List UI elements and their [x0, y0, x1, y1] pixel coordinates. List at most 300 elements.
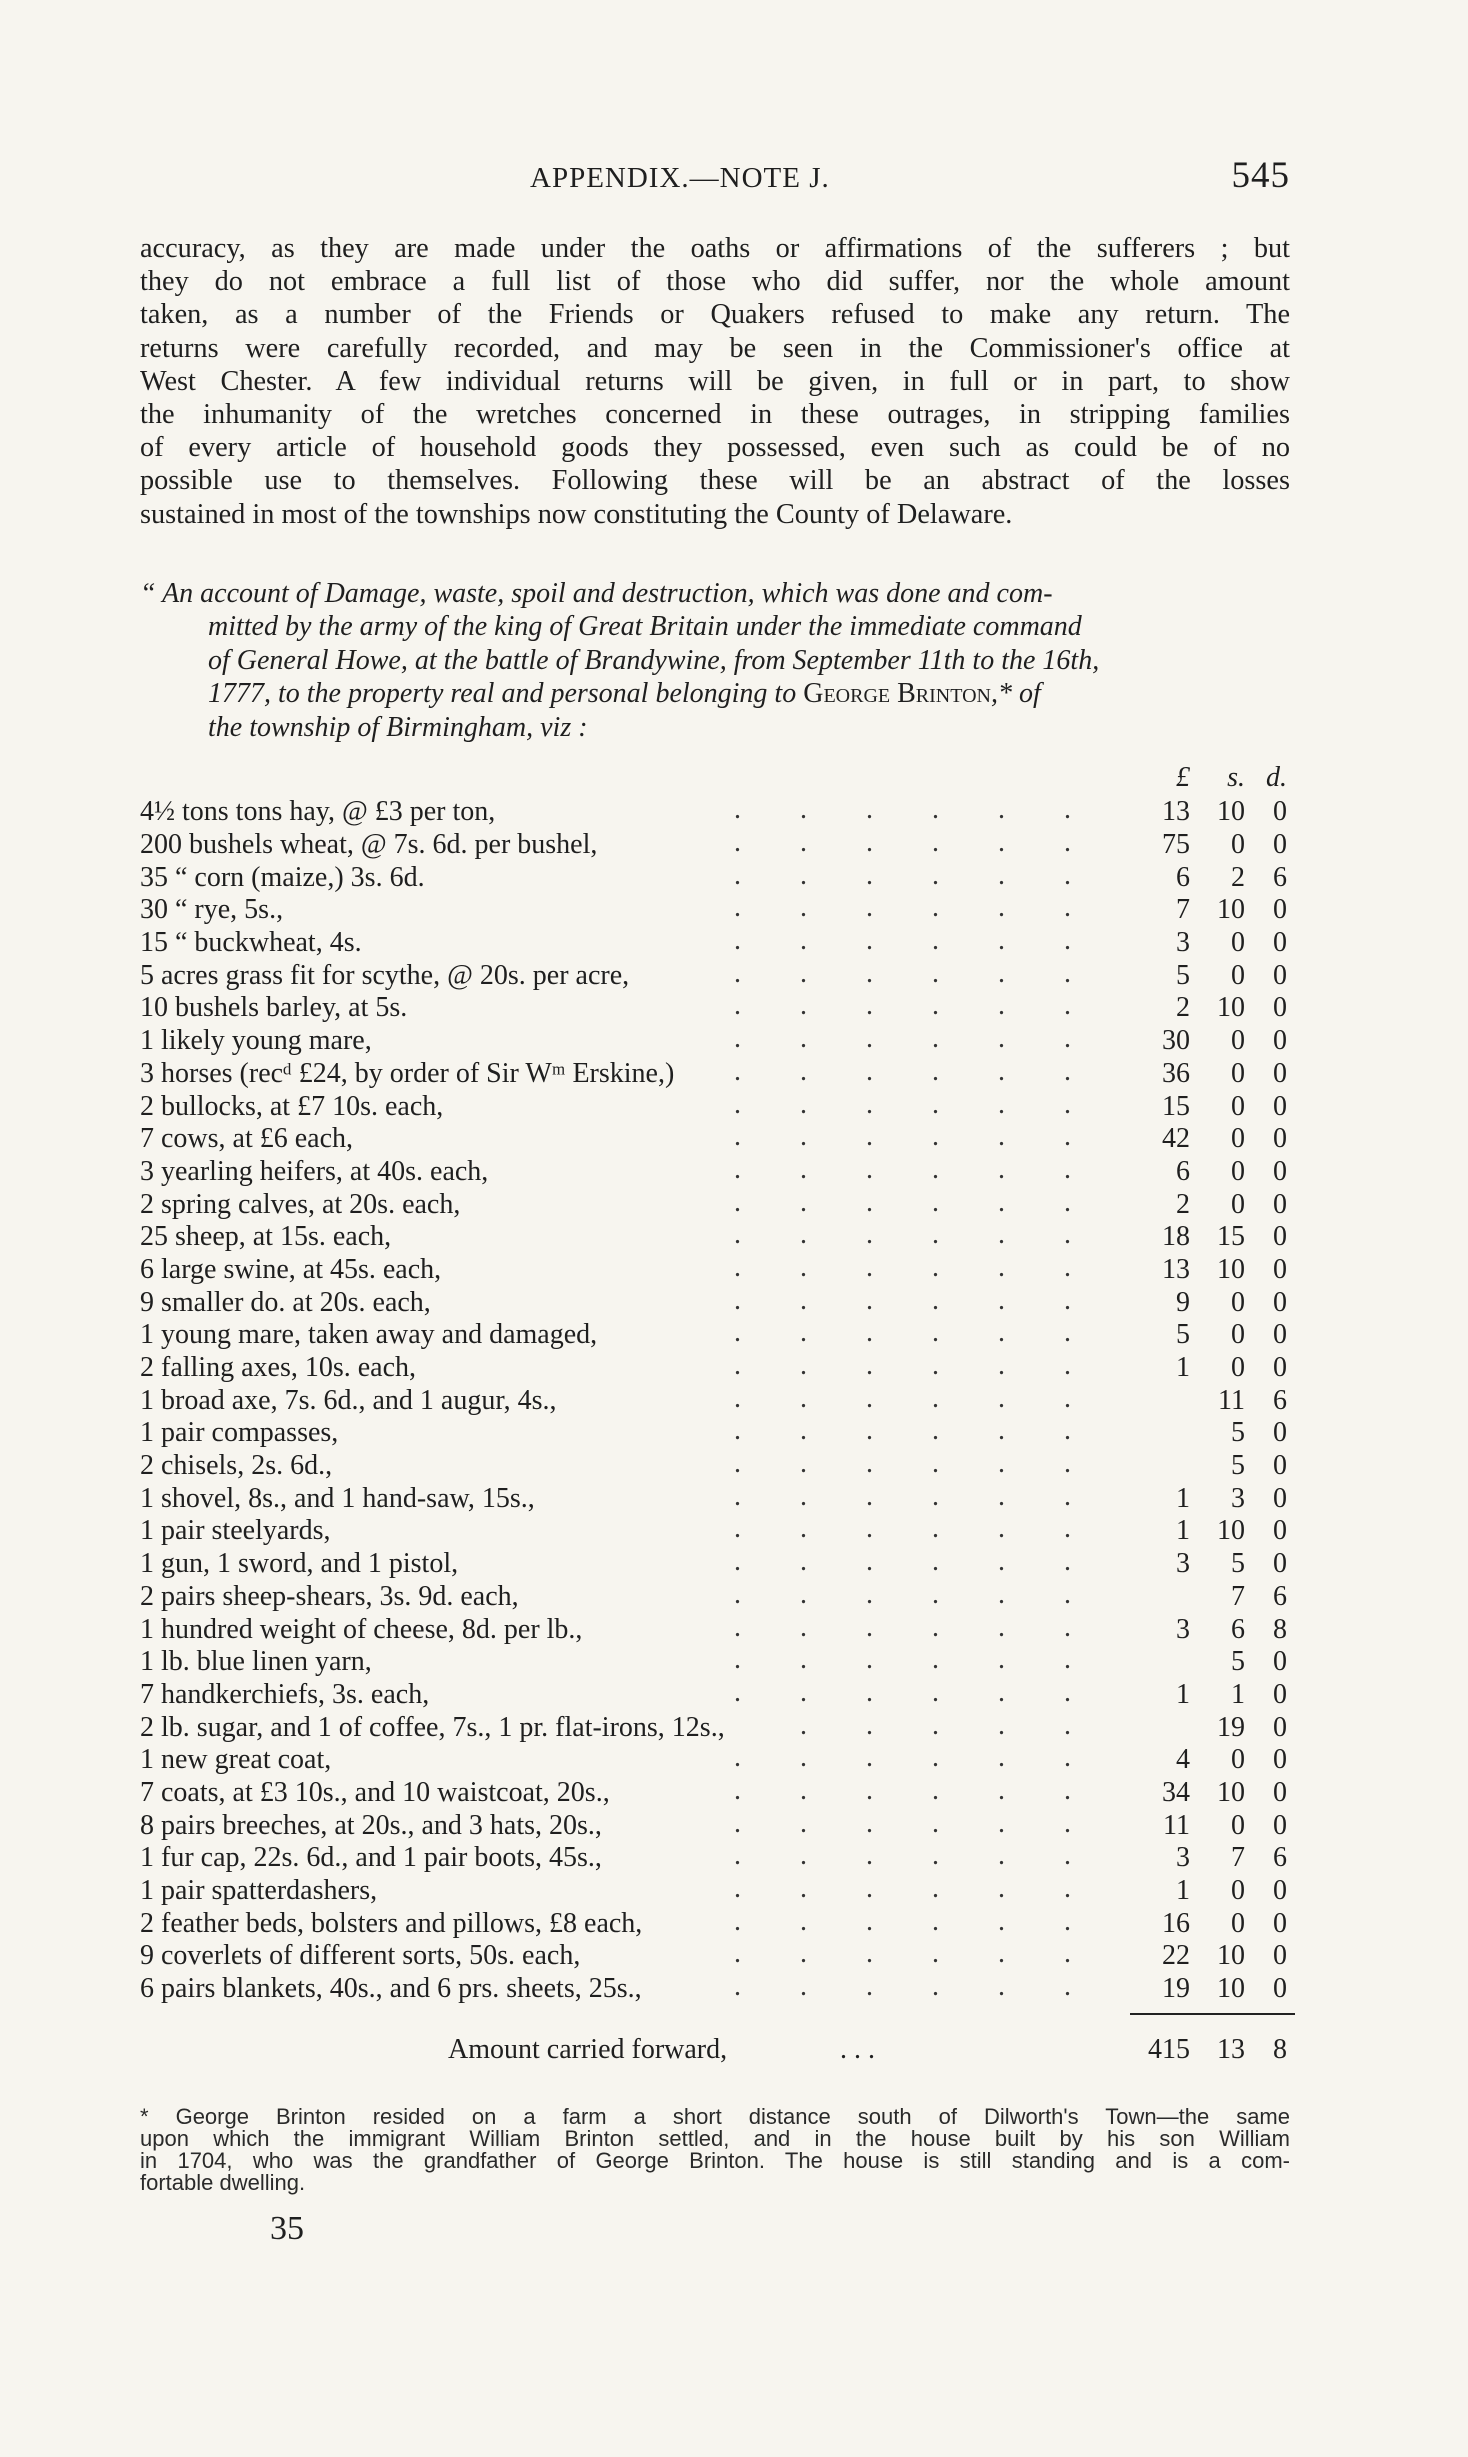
leader-dot: .: [866, 794, 873, 826]
leader-dot: .: [932, 1284, 939, 1316]
item-pounds: 1: [1176, 1515, 1190, 1547]
item-pounds: 22: [1162, 1940, 1190, 1972]
item-pence: 0: [1273, 1515, 1287, 1547]
item-pence: 0: [1273, 1482, 1287, 1514]
leader-dot: .: [866, 1284, 873, 1316]
leader-dot: .: [734, 1644, 741, 1676]
leader-dot: .: [932, 1448, 939, 1480]
total-label: Amount carried forward,: [448, 2033, 728, 2065]
item-shillings: 5: [1231, 1548, 1245, 1580]
leader-dot: .: [800, 1676, 807, 1708]
ledger-rows: [140, 796, 1290, 2005]
leader-dot: .: [866, 1350, 873, 1382]
leader-dot: .: [800, 1611, 807, 1643]
leader-dot: .: [800, 1807, 807, 1839]
item-shillings: 7: [1231, 1580, 1245, 1612]
item-pence: 0: [1273, 1319, 1287, 1351]
leader-dot: .: [1064, 1382, 1071, 1414]
item-description: 1 shovel, 8s., and 1 hand-saw, 15s.,: [140, 1482, 535, 1514]
item-pounds: 9: [1176, 1286, 1190, 1318]
leader-dot: .: [866, 1807, 873, 1839]
sum-rule: [1130, 2013, 1295, 2015]
leader-dot: .: [734, 1938, 741, 1970]
ledger-table: [140, 762, 1290, 2069]
item-shillings: 0: [1231, 1352, 1245, 1384]
leader-dot: .: [932, 1023, 939, 1055]
item-shillings: 0: [1231, 1744, 1245, 1776]
leader-dot: .: [998, 1284, 1005, 1316]
leader-dot: .: [1064, 1807, 1071, 1839]
leader-dot: .: [932, 1807, 939, 1839]
leader-dot: .: [1064, 990, 1071, 1022]
item-description: 6 pairs blankets, 40s., and 6 prs. sheets, 25s.,: [140, 1973, 642, 2005]
leader-dot: .: [734, 1546, 741, 1578]
leader-dot: .: [866, 1121, 873, 1153]
leader-dot: .: [734, 1284, 741, 1316]
leader-dot: .: [932, 1578, 939, 1610]
leader-dot: .: [800, 1121, 807, 1153]
item-shillings: 10: [1217, 796, 1245, 828]
item-pounds: 1: [1176, 1352, 1190, 1384]
ledger-row: [140, 1744, 1290, 1777]
leader-dot: .: [734, 1382, 741, 1414]
leader-dot: .: [1064, 925, 1071, 957]
item-description: 9 smaller do. at 20s. each,: [140, 1286, 431, 1318]
item-shillings: 0: [1231, 829, 1245, 861]
account-heading-line: “ An account of Damage, waste, spoil and destruction, which was done and com-: [140, 577, 1053, 609]
footnote: [140, 2103, 1290, 2195]
item-pounds: 16: [1162, 1907, 1190, 1939]
leader-dot: .: [1064, 1709, 1071, 1741]
account-heading-line: of General Howe, at the battle of Brandywine, from September 11th to the 16th,: [208, 644, 1100, 676]
ledger-row: [140, 1676, 1290, 1712]
leader-dot: .: [866, 1971, 873, 2003]
leader-dot: .: [734, 1251, 741, 1283]
item-description: 3 yearling heifers, at 40s. each,: [140, 1155, 489, 1187]
sufferer-name: George Brinton: [803, 678, 991, 710]
leader-dot: .: [866, 1088, 873, 1120]
item-pounds: 11: [1163, 1809, 1190, 1841]
leader-dot: .: [866, 1448, 873, 1480]
item-shillings: 0: [1231, 959, 1245, 991]
leader-dot: .: [866, 1480, 873, 1512]
ledger-row: [140, 1319, 1290, 1352]
leader-dot: .: [932, 1905, 939, 1937]
leader-dot: .: [800, 1873, 807, 1905]
leader-dot: .: [998, 990, 1005, 1022]
leader-dot: .: [734, 1774, 741, 1806]
item-pounds: 30: [1162, 1025, 1190, 1057]
leader-dot: .: [734, 925, 741, 957]
leader-dot: .: [800, 1415, 807, 1447]
intro-line: West Chester. A few individual returns will be given, in full or in part, to show: [140, 365, 1290, 397]
item-shillings: 0: [1231, 1057, 1245, 1089]
leader-dot: .: [800, 892, 807, 924]
leader-dot: .: [932, 1774, 939, 1806]
leader-dot: .: [1064, 1480, 1071, 1512]
item-description: 1 fur cap, 22s. 6d., and 1 pair boots, 45s.,: [140, 1842, 602, 1874]
leader-dot: .: [998, 1840, 1005, 1872]
leader-dot: .: [800, 1774, 807, 1806]
leader-dot: .: [734, 1186, 741, 1218]
leader-dot: .: [932, 1251, 939, 1283]
account-heading: [140, 577, 1290, 745]
leader-dot: .: [932, 1938, 939, 1970]
item-pence: 0: [1273, 1025, 1287, 1057]
item-pounds: 5: [1176, 1319, 1190, 1351]
leader-dot: .: [866, 1578, 873, 1610]
leader-dot: .: [932, 1186, 939, 1218]
leader-dot: .: [932, 1219, 939, 1251]
leader-dot: .: [932, 892, 939, 924]
leader-dot: .: [866, 1055, 873, 1087]
leader-dot: .: [866, 1546, 873, 1578]
leader-dot: .: [734, 1480, 741, 1512]
leader-dot: .: [866, 827, 873, 859]
intro-paragraph: [140, 232, 1290, 531]
leader-dot: .: [800, 1709, 807, 1741]
item-pence: 0: [1273, 1907, 1287, 1939]
leader-dot: .: [1064, 1088, 1071, 1120]
ledger-row: [140, 1025, 1290, 1058]
leader-dot: .: [932, 925, 939, 957]
item-pence: 0: [1273, 1711, 1287, 1743]
item-pence: 0: [1273, 1940, 1287, 1972]
leader-dot: .: [998, 892, 1005, 924]
ledger-row: [140, 859, 1290, 895]
leader-dot: .: [866, 1742, 873, 1774]
leader-dot: .: [800, 1317, 807, 1349]
item-pounds: 75: [1162, 829, 1190, 861]
leader-dot: .: [1064, 1121, 1071, 1153]
item-pence: 0: [1273, 1352, 1287, 1384]
leader-dot: .: [734, 1905, 741, 1937]
item-description: 2 bullocks, at £7 10s. each,: [140, 1090, 444, 1122]
item-description: 1 hundred weight of cheese, 8d. per lb.,: [140, 1613, 583, 1645]
leader-dot: .: [866, 1676, 873, 1708]
item-shillings: 0: [1231, 1875, 1245, 1907]
item-pence: 0: [1273, 1973, 1287, 2005]
item-shillings: 15: [1217, 1221, 1245, 1253]
intro-line: of every article of household goods they possessed, even such as could be of no: [140, 432, 1290, 464]
item-shillings: 11: [1218, 1384, 1245, 1416]
leader-dot: .: [1064, 1840, 1071, 1872]
leader-dot: .: [800, 1840, 807, 1872]
ledger-row: [140, 1480, 1290, 1516]
leader-dot: .: [1064, 1317, 1071, 1349]
ledger-row: [140, 1055, 1290, 1091]
ledger-row: [140, 796, 1290, 829]
item-pounds: 4: [1176, 1744, 1190, 1776]
leader-dot: .: [932, 1840, 939, 1872]
document-page: [140, 150, 1290, 2248]
item-pounds: 6: [1176, 861, 1190, 893]
ledger-column-headers: [140, 762, 1290, 796]
ledger-row: [140, 1284, 1290, 1320]
item-description: 7 handkerchiefs, 3s. each,: [140, 1678, 430, 1710]
leader-dot: .: [734, 1971, 741, 2003]
leader-dot: .: [998, 1415, 1005, 1447]
leader-dot: .: [734, 990, 741, 1022]
leader-dot: .: [734, 1415, 741, 1447]
leader-dot: .: [932, 1121, 939, 1153]
ledger-row: [140, 1251, 1290, 1287]
footnote-line: upon which the immigrant William Brinton settled, and in the house built by his son William: [140, 2125, 1290, 2151]
item-pence: 0: [1273, 1646, 1287, 1678]
item-pence: 0: [1273, 1221, 1287, 1253]
ledger-row: [140, 1905, 1290, 1941]
leader-dot: .: [1064, 794, 1071, 826]
item-shillings: 1: [1231, 1678, 1245, 1710]
item-description: 25 sheep, at 15s. each,: [140, 1221, 392, 1253]
leader-dot: .: [734, 1742, 741, 1774]
item-pounds: 3: [1176, 927, 1190, 959]
leader-dot: .: [734, 827, 741, 859]
leader-dot: .: [734, 1023, 741, 1055]
leader-dot: .: [932, 1088, 939, 1120]
item-description: 6 large swine, at 45s. each,: [140, 1253, 442, 1285]
leader-dot: .: [800, 1088, 807, 1120]
item-shillings: 7: [1231, 1842, 1245, 1874]
ledger-row: [140, 1611, 1290, 1647]
leader-dot: .: [800, 1546, 807, 1578]
leader-dot: .: [1064, 859, 1071, 891]
item-shillings: 0: [1231, 1025, 1245, 1057]
item-description: 1 pair steelyards,: [140, 1515, 331, 1547]
item-description: 7 coats, at £3 10s., and 10 waistcoat, 20s.,: [140, 1776, 610, 1808]
ledger-row: [140, 1807, 1290, 1843]
leader-dot: .: [998, 1153, 1005, 1185]
leader-dot: .: [1064, 1023, 1071, 1055]
item-pounds: 1: [1176, 1875, 1190, 1907]
item-description: 8 pairs breeches, at 20s., and 3 hats, 20s.,: [140, 1809, 602, 1841]
leader-dot: .: [1064, 1938, 1071, 1970]
item-shillings: 10: [1217, 992, 1245, 1024]
leader-dot: .: [734, 1350, 741, 1382]
item-pounds: 42: [1162, 1123, 1190, 1155]
item-pence: 0: [1273, 1286, 1287, 1318]
account-heading-line: [140, 677, 1290, 711]
ledger-row: [140, 1774, 1290, 1810]
footnote-line: * George Brinton resided on a farm a short distance south of Dilworth's Town—the same: [140, 2103, 1290, 2129]
leader-dot: .: [1064, 1415, 1071, 1447]
leader-dot: .: [998, 1382, 1005, 1414]
ledger-row: [140, 1842, 1290, 1875]
leader-dot: .: [866, 1415, 873, 1447]
leader-dot: .: [1064, 1611, 1071, 1643]
item-pence: 0: [1273, 894, 1287, 926]
item-pence: 0: [1273, 1744, 1287, 1776]
item-shillings: 10: [1217, 1940, 1245, 1972]
leader-dot: .: [998, 1055, 1005, 1087]
item-pence: 0: [1273, 1090, 1287, 1122]
ledger-row: [140, 1186, 1290, 1222]
ledger-row: [140, 1450, 1290, 1483]
leader-dot: .: [800, 794, 807, 826]
page-number: 545: [1231, 155, 1290, 196]
item-shillings: 10: [1217, 1515, 1245, 1547]
ledger-row: [140, 1515, 1290, 1548]
item-description: 7 cows, at £6 each,: [140, 1123, 354, 1155]
leader-dot: .: [998, 859, 1005, 891]
item-shillings: 0: [1231, 1090, 1245, 1122]
item-shillings: 0: [1231, 1155, 1245, 1187]
item-pence: 0: [1273, 927, 1287, 959]
item-description: 2 falling axes, 10s. each,: [140, 1352, 417, 1384]
leader-dots: . . .: [840, 2033, 875, 2065]
item-pence: 6: [1273, 1580, 1287, 1612]
leader-dot: .: [1064, 1284, 1071, 1316]
leader-dot: .: [932, 1644, 939, 1676]
pounds-header: £: [1176, 762, 1190, 794]
ledger-row: [140, 1973, 1290, 2006]
leader-dot: .: [998, 957, 1005, 989]
item-description: 1 pair compasses,: [140, 1417, 339, 1449]
leader-dot: .: [800, 1480, 807, 1512]
leader-dot: .: [800, 1644, 807, 1676]
leader-dot: .: [932, 1415, 939, 1447]
leader-dot: .: [932, 1676, 939, 1708]
item-pounds: 13: [1162, 796, 1190, 828]
leader-dot: .: [800, 1513, 807, 1545]
leader-dot: .: [932, 1971, 939, 2003]
leader-dot: .: [734, 1121, 741, 1153]
leader-dot: .: [998, 1448, 1005, 1480]
item-description: 4½ tons tons hay, @ £3 per ton,: [140, 796, 496, 828]
leader-dot: .: [1064, 1644, 1071, 1676]
ledger-row: [140, 829, 1290, 862]
item-pounds: 13: [1162, 1253, 1190, 1285]
intro-line: possible use to themselves. Following these will be an abstract of the losses: [140, 465, 1290, 497]
shillings-header: s.: [1227, 762, 1245, 794]
leader-dot: .: [932, 1513, 939, 1545]
ledger-row: [140, 1382, 1290, 1418]
leader-dot: .: [866, 1905, 873, 1937]
leader-dot: .: [998, 1774, 1005, 1806]
leader-dot: .: [932, 1742, 939, 1774]
leader-dot: .: [932, 1382, 939, 1414]
item-description: 200 bushels wheat, @ 7s. 6d. per bushel,: [140, 829, 598, 861]
leader-dot: .: [998, 1251, 1005, 1283]
leader-dot: .: [932, 827, 939, 859]
leader-dot: .: [800, 1578, 807, 1610]
leader-dot: .: [734, 1088, 741, 1120]
item-pence: 0: [1273, 1875, 1287, 1907]
leader-dot: .: [866, 925, 873, 957]
leader-dot: .: [998, 1709, 1005, 1741]
leader-dot: .: [998, 1186, 1005, 1218]
item-description: 1 young mare, taken away and damaged,: [140, 1319, 598, 1351]
leader-dot: .: [1064, 1251, 1071, 1283]
leader-dot: .: [866, 1709, 873, 1741]
item-pence: 0: [1273, 829, 1287, 861]
item-pence: 0: [1273, 1057, 1287, 1089]
item-pence: 0: [1273, 992, 1287, 1024]
leader-dot: .: [998, 1644, 1005, 1676]
total-pounds: 415: [1148, 2033, 1190, 2065]
leader-dot: .: [998, 1742, 1005, 1774]
ledger-row: [140, 1940, 1290, 1973]
ledger-row: [140, 957, 1290, 993]
item-description: 3 horses (recᵈ £24, by order of Sir Wᵐ Erskine,): [140, 1057, 675, 1089]
leader-dot: .: [998, 1546, 1005, 1578]
leader-dot: .: [800, 1448, 807, 1480]
ledger-row: [140, 1548, 1290, 1581]
ledger-row: [140, 1646, 1290, 1679]
leader-dot: .: [734, 1611, 741, 1643]
item-shillings: 5: [1231, 1450, 1245, 1482]
leader-dot: .: [998, 1676, 1005, 1708]
item-shillings: 0: [1231, 1123, 1245, 1155]
intro-line: returns were carefully recorded, and may be seen in the Commissioner's office at: [140, 332, 1290, 364]
ledger-row: [140, 1417, 1290, 1450]
total-row: [140, 2030, 1290, 2070]
item-shillings: 19: [1217, 1711, 1245, 1743]
item-shillings: 10: [1217, 1973, 1245, 2005]
leader-dot: .: [998, 827, 1005, 859]
leader-dot: .: [734, 1153, 741, 1185]
item-pence: 0: [1273, 1123, 1287, 1155]
leader-dot: .: [800, 827, 807, 859]
item-pounds: 19: [1162, 1973, 1190, 2005]
item-pounds: 15: [1162, 1090, 1190, 1122]
leader-dot: .: [932, 1480, 939, 1512]
account-heading-line: mitted by the army of the king of Great Britain under the immediate command: [208, 611, 1082, 643]
leader-dot: .: [800, 925, 807, 957]
item-pounds: 6: [1176, 1155, 1190, 1187]
item-pounds: 34: [1162, 1776, 1190, 1808]
leader-dot: .: [998, 1807, 1005, 1839]
leader-dot: .: [866, 1382, 873, 1414]
footnote-line: in 1704, who was the grandfather of George Brinton. The house is still standing and is a com-: [140, 2147, 1290, 2173]
item-description: 2 chisels, 2s. 6d.,: [140, 1450, 333, 1482]
leader-dot: .: [998, 1121, 1005, 1153]
leader-dot: .: [734, 794, 741, 826]
intro-line: accuracy, as they are made under the oaths or affirmations of the sufferers ; but: [140, 233, 1290, 264]
leader-dot: .: [998, 1219, 1005, 1251]
item-description: 2 pairs sheep-shears, 3s. 9d. each,: [140, 1580, 519, 1612]
item-pounds: 7: [1176, 894, 1190, 926]
leader-dot: .: [866, 1873, 873, 1905]
leader-dot: .: [800, 1905, 807, 1937]
running-head: [140, 150, 1290, 206]
leader-dot: .: [932, 1546, 939, 1578]
total-pence: 8: [1273, 2033, 1287, 2065]
item-pounds: 3: [1176, 1842, 1190, 1874]
item-description: 30 “ rye, 5s.,: [140, 894, 284, 926]
ledger-row: [140, 1123, 1290, 1156]
leader-dot: .: [1064, 957, 1071, 989]
leader-dot: .: [866, 1840, 873, 1872]
item-pence: 6: [1273, 1842, 1287, 1874]
leader-dot: .: [734, 1317, 741, 1349]
item-description: 15 “ buckwheat, 4s.: [140, 927, 362, 959]
item-description: 5 acres grass fit for scythe, @ 20s. per acre,: [140, 959, 630, 991]
item-description: 1 pair spatterdashers,: [140, 1875, 378, 1907]
leader-dot: .: [932, 1709, 939, 1741]
leader-dot: .: [866, 1186, 873, 1218]
item-pounds: 36: [1162, 1057, 1190, 1089]
ledger-row: [140, 1153, 1290, 1189]
item-shillings: 5: [1231, 1417, 1245, 1449]
leader-dot: .: [800, 1971, 807, 2003]
leader-dot: .: [866, 1513, 873, 1545]
leader-dot: .: [998, 1578, 1005, 1610]
leader-dot: .: [800, 1055, 807, 1087]
leader-dot: .: [1064, 1873, 1071, 1905]
leader-dot: .: [800, 1023, 807, 1055]
item-pence: 0: [1273, 1678, 1287, 1710]
